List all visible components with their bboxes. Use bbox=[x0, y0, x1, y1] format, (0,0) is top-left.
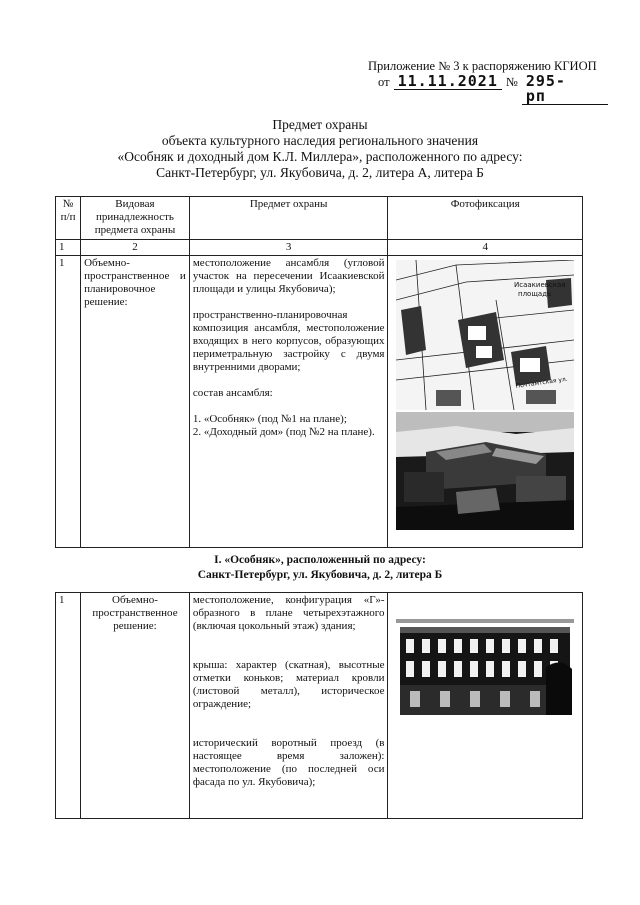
col-number-1: 1 bbox=[56, 240, 81, 256]
table-row bbox=[56, 593, 583, 819]
subject-configuration: местоположение, конфигурация «Г»-образного в плане четырехэтажного (включая цокольный этаж) здания; bbox=[192, 594, 385, 632]
table-row bbox=[56, 256, 583, 548]
subject-item-1: 1. «Особняк» (под №1 на плане); bbox=[192, 413, 347, 425]
row-subject bbox=[189, 256, 388, 548]
col-number-4: 4 bbox=[388, 240, 583, 256]
aerial-photo bbox=[396, 412, 574, 530]
subject-roof: крыша: характер (скатная), высотные отметки коньков; материал кровли (листовой металл), историческое ограждение; bbox=[192, 659, 385, 710]
heading-line-4: Санкт-Петербург, ул. Якубовича, д. 2, литера А, литера Б bbox=[156, 165, 484, 180]
section-title-line-2: Санкт-Петербург, ул. Якубовича, д. 2, литера Б bbox=[197, 569, 443, 581]
heading-line-3: «Особняк и доходный дом К.Л. Миллера», расположенного по адресу: bbox=[117, 149, 523, 164]
photo-cell bbox=[388, 593, 583, 819]
document-heading bbox=[0, 117, 640, 181]
appendix-date-line bbox=[378, 74, 608, 105]
site-plan-map bbox=[396, 260, 574, 410]
heading-line-2: объекта культурного наследия регионального значения bbox=[161, 133, 479, 148]
appendix-title: Приложение № 3 к распоряжению КГИОП bbox=[368, 59, 597, 73]
subject-item-2: 2. «Доходный дом» (под №2 на плане). bbox=[192, 426, 375, 438]
subject-composition: пространственно-планировочная композиция ансамбля, местоположение входящих в него корпусов, образующих периметральную застройку с двумя внутренними дворами; bbox=[192, 309, 385, 373]
row-type: Объемно-пространственное и планировочное решение: bbox=[81, 256, 190, 548]
col-number-2: 2 bbox=[81, 240, 190, 256]
subject-ensemble: состав ансамбля: bbox=[192, 387, 273, 399]
subject-gateway: исторический воротный проезд (в настоящее время заложен): местоположение (по последней оси фасада по ул. Якубовича); bbox=[192, 737, 385, 788]
facade-photo bbox=[396, 597, 574, 717]
protection-table-mansion bbox=[55, 592, 583, 819]
row-number: 1 bbox=[56, 593, 81, 819]
number-label: № bbox=[505, 75, 518, 89]
map-label-square: Исаакиевская bbox=[514, 281, 566, 289]
header-number: № п/п bbox=[56, 197, 81, 240]
table-header-row bbox=[56, 197, 583, 240]
protection-table-ensemble bbox=[55, 196, 583, 548]
header-photo: Фотофиксация bbox=[388, 197, 583, 240]
header-type: Видовая принадлежность предмета охраны bbox=[81, 197, 190, 240]
appendix-note bbox=[368, 58, 608, 105]
header-subject: Предмет охраны bbox=[189, 197, 388, 240]
from-label: от bbox=[378, 75, 390, 89]
row-number: 1 bbox=[56, 256, 81, 548]
order-date: 11.11.2021 bbox=[394, 74, 502, 90]
photo-cell bbox=[388, 256, 583, 548]
section-title-line-1: I. «Особняк», расположенный по адресу: bbox=[214, 554, 426, 566]
section-title bbox=[0, 553, 640, 583]
map-label-street: Почтамтская ул. bbox=[515, 375, 569, 390]
row-subject bbox=[189, 593, 388, 819]
subject-location: местоположение ансамбля (угловой участок на пересечении Исаакиевской площади и улицы Якубовича); bbox=[192, 257, 385, 295]
order-number: 295-рп bbox=[522, 74, 608, 105]
col-number-3: 3 bbox=[189, 240, 388, 256]
column-number-row bbox=[56, 240, 583, 256]
map-label-square-2: площадь bbox=[518, 290, 552, 298]
heading-line-1: Предмет охраны bbox=[272, 117, 368, 132]
row-type: Объемно-пространственное решение: bbox=[81, 593, 190, 819]
